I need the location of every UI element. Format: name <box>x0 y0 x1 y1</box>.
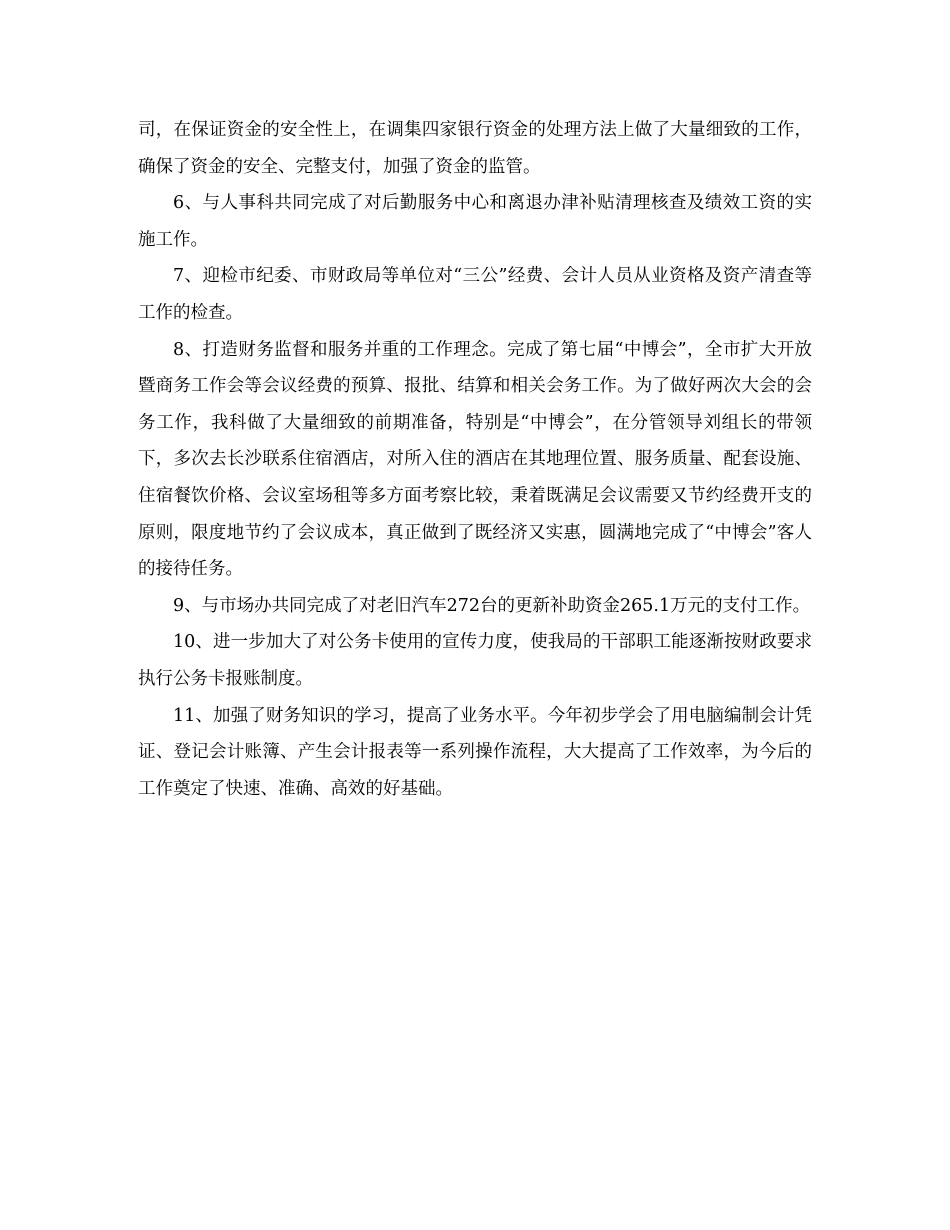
paragraph-item-10: 10、进一步加大了对公务卡使用的宣传力度，使我局的干部职工能逐渐按财政要求执行公务卡报账制度。 <box>138 632 812 689</box>
paragraph-continuation: 司，在保证资金的安全性上，在调集四家银行资金的处理方法上做了大量细致的工作，确保了资金的安全、完整支付，加强了资金的监管。 <box>138 120 812 177</box>
paragraph-item-9: 9、与市场办共同完成了对老旧汽车272台的更新补助资金265.1万元的支付工作。 <box>173 595 811 616</box>
paragraph-item-11: 11、加强了财务知识的学习，提高了业务水平。今年初步学会了用电脑编制会计凭证、登记会计账簿、产生会计报表等一系列操作流程，大大提高了工作效率，为今后的工作奠定了快速、准确、高效的好基础。 <box>138 705 812 799</box>
paragraph-item-6: 6、与人事科共同完成了对后勤服务中心和离退办津补贴清理核查及绩效工资的实施工作。 <box>138 193 812 250</box>
paragraph-item-7: 7、迎检市纪委、市财政局等单位对“三公”经费、会计人员从业资格及资产清查等工作的检查。 <box>138 266 812 323</box>
paragraph-item-8: 8、打造财务监督和服务并重的工作理念。完成了第七届“中博会”，全市扩大开放暨商务工作会等会议经费的预算、报批、结算和相关会务工作。为了做好两次大会的会务工作，我科做了大量细致的前期准备，特别是“中博会”，在分管领导刘组长的带领下，多次去长沙联系住宿酒店，对所入住的酒店在其地理位置、服务质量、配套设施、住宿餐饮价格、会议室场租等多方面考察比较，秉着既满足会议需要又节约经费开支的原则，限度地节约了会议成本，真正做到了既经济又实惠，圆满地完成了“中博会”客人的接待任务。 <box>138 339 812 580</box>
document-body <box>138 112 812 807</box>
